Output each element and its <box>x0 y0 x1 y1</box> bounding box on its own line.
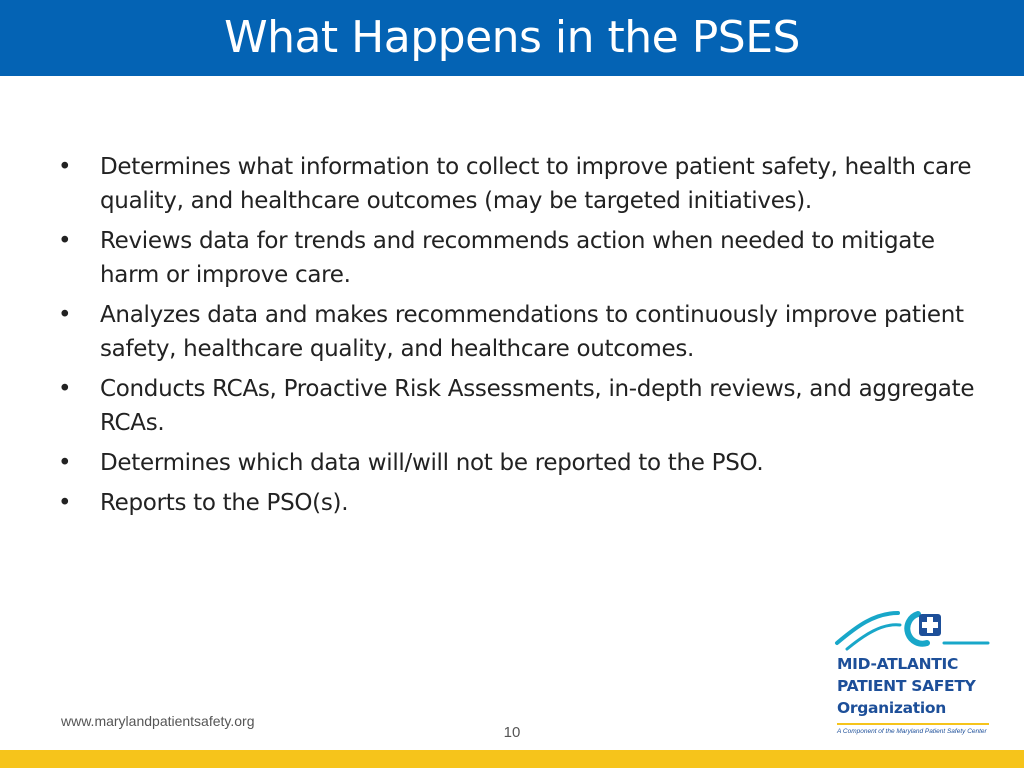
bullet-text: Determines what information to collect to improve patient safety, health care quality, and healthcare outcomes (may be targeted initiatives). <box>100 154 972 214</box>
bullet-item <box>58 224 988 292</box>
bullet-marker: • <box>58 302 72 328</box>
bullet-marker: • <box>58 450 72 476</box>
logo-line-3: Organization <box>837 699 947 717</box>
bullet-text: Conducts RCAs, Proactive Risk Assessments, in-depth reviews, and aggregate RCAs. <box>100 376 975 436</box>
bullet-text: Determines which data will/will not be reported to the PSO. <box>100 450 764 476</box>
logo-line-2: PATIENT SAFETY <box>837 677 976 695</box>
wave-plus-icon <box>832 601 998 657</box>
bullet-item <box>58 150 988 218</box>
bottom-accent-bar <box>0 750 1024 768</box>
bullet-item <box>58 486 988 520</box>
bullet-marker: • <box>58 490 72 516</box>
bullet-text: Reports to the PSO(s). <box>100 490 349 516</box>
logo-line-1: MID-ATLANTIC <box>837 655 959 673</box>
bullet-marker: • <box>58 376 72 402</box>
page-number: 10 <box>503 724 521 741</box>
title-bar <box>0 0 1024 76</box>
bullet-item <box>58 446 988 480</box>
slide-title: What Happens in the PSES <box>224 12 800 63</box>
logo-tagline: A Component of the Maryland Patient Safety Center <box>837 728 987 735</box>
bullet-text: Analyzes data and makes recommendations to continuously improve patient safety, healthcare quality, and healthcare outcomes. <box>100 302 964 362</box>
bullet-item <box>58 372 988 440</box>
bullet-text: Reviews data for trends and recommends action when needed to mitigate harm or improve care. <box>100 228 935 288</box>
bullet-item <box>58 298 988 366</box>
bullet-list <box>58 150 988 526</box>
logo-divider <box>837 723 989 725</box>
bullet-marker: • <box>58 154 72 180</box>
footer-url: www.marylandpatientsafety.org <box>61 713 255 729</box>
organization-logo <box>832 601 998 741</box>
bullet-marker: • <box>58 228 72 254</box>
